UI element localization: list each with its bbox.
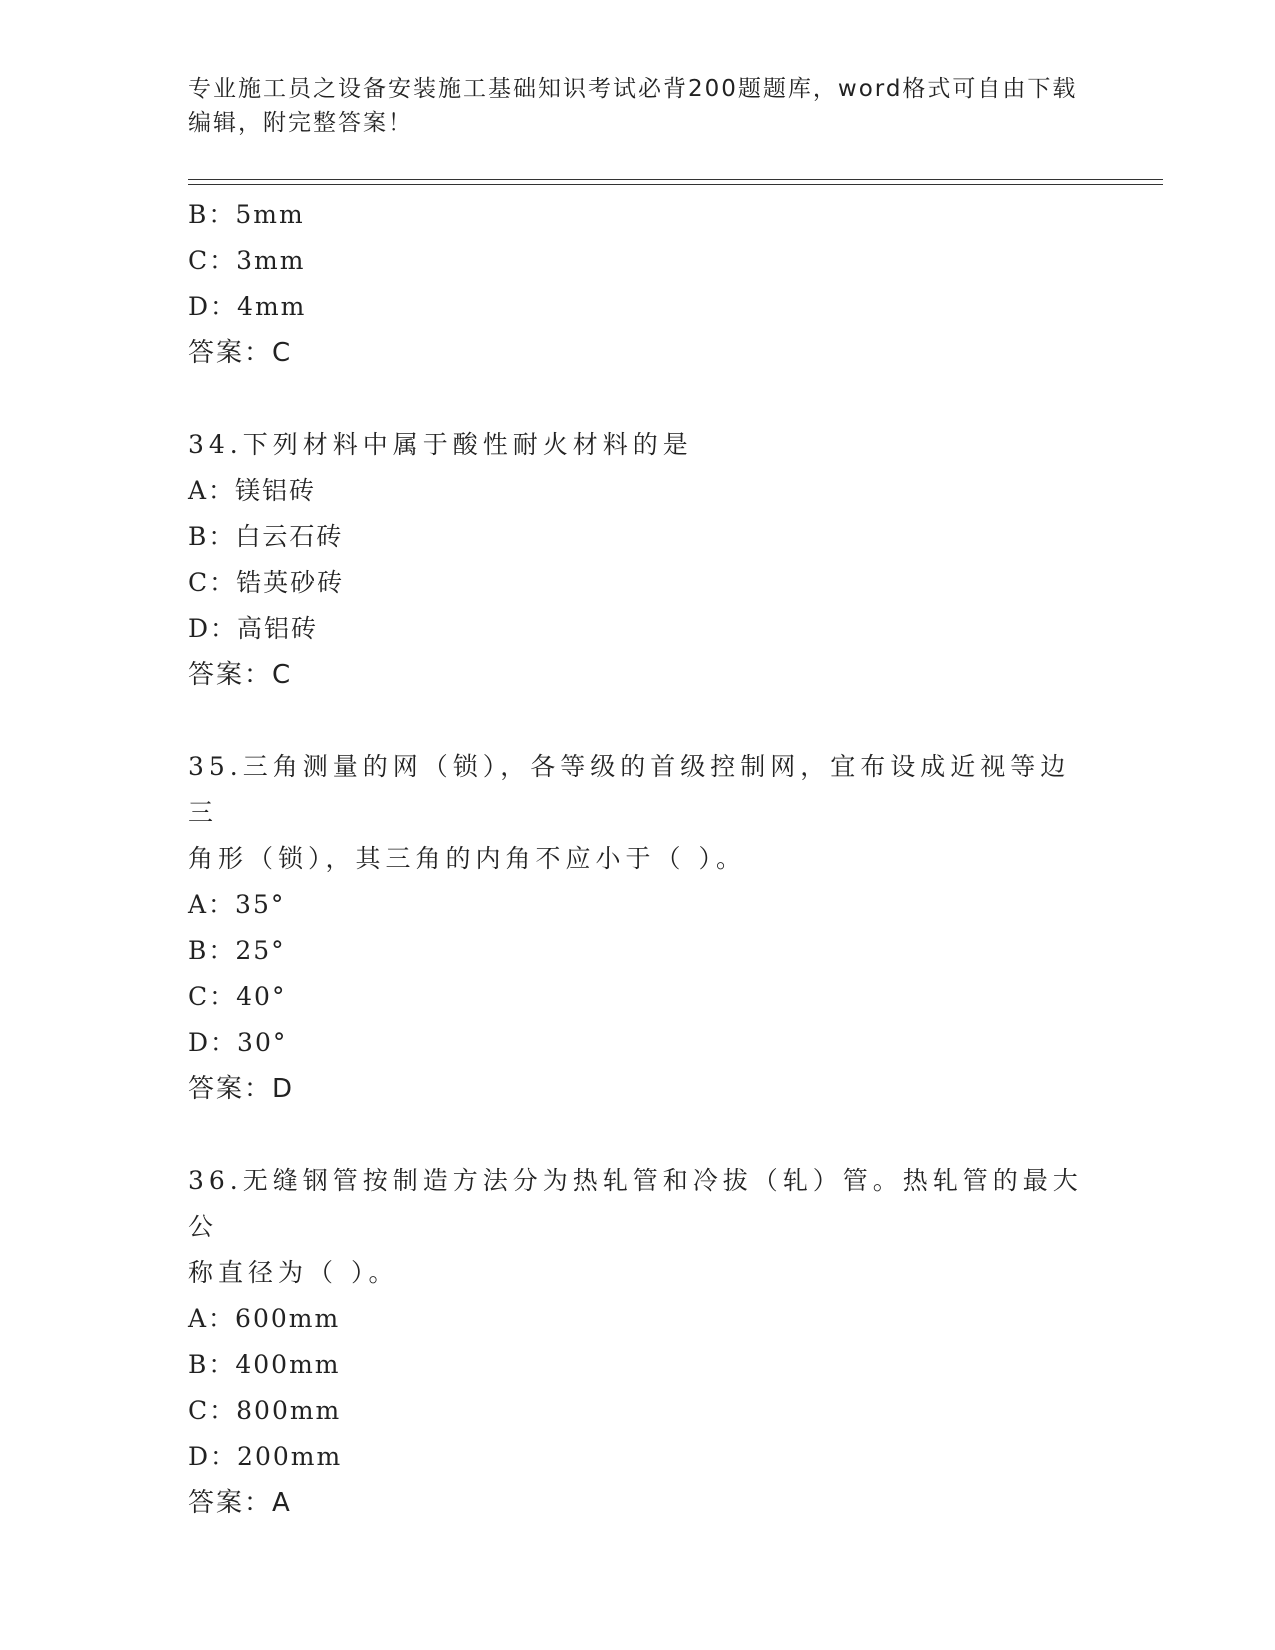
option-c: C：3mm	[188, 246, 306, 275]
header-title-line-1: 专业施工员之设备安装施工基础知识考试必背200题题库，word格式可自由下载	[188, 76, 1078, 102]
answer-line: 答案：C	[188, 660, 293, 690]
answer-line: 答案：A	[188, 1488, 292, 1518]
option-c: C：40°	[188, 982, 287, 1011]
question-content	[188, 192, 1088, 1526]
answer-line: 答案：D	[188, 1074, 295, 1104]
answer-line: 答案：C	[188, 338, 293, 368]
header-divider-top	[188, 179, 1163, 180]
option-d: D：30°	[188, 1028, 288, 1057]
option-b: B：白云石砖	[188, 522, 344, 551]
option-c: C：锆英砂砖	[188, 568, 345, 597]
option-d: D：高铝砖	[188, 614, 319, 643]
question-stem-line-2: 角形（锁），其三角的内角不应小于（ ）。	[188, 844, 746, 873]
header-title-line-2: 编辑，附完整答案！	[188, 110, 413, 136]
option-c: C：800mm	[188, 1396, 342, 1425]
option-d: D：4mm	[188, 292, 307, 321]
question-34	[188, 422, 1088, 698]
question-35	[188, 744, 1088, 1112]
spacer	[188, 1112, 1088, 1158]
question-stem-line-1: 35.三角测量的网（锁），各等级的首级控制网，宜布设成近视等边三	[188, 752, 1071, 827]
document-header	[188, 72, 1088, 140]
question-36	[188, 1158, 1088, 1526]
option-b: B：400mm	[188, 1350, 341, 1379]
option-a: A：镁铝砖	[188, 476, 317, 505]
question-33-continuation	[188, 192, 1088, 376]
option-b: B：25°	[188, 936, 286, 965]
spacer	[188, 376, 1088, 422]
question-stem-line-1: 36.无缝钢管按制造方法分为热轧管和冷拔（轧）管。热轧管的最大公	[188, 1166, 1083, 1241]
option-d: D：200mm	[188, 1442, 343, 1471]
question-stem-line-2: 称直径为（ ）。	[188, 1258, 399, 1287]
option-b: B：5mm	[188, 200, 305, 229]
option-a: A：600mm	[188, 1304, 341, 1333]
question-stem: 34.下列材料中属于酸性耐火材料的是	[188, 430, 693, 459]
option-a: A：35°	[188, 890, 286, 919]
header-divider-bottom	[188, 184, 1163, 185]
spacer	[188, 698, 1088, 744]
